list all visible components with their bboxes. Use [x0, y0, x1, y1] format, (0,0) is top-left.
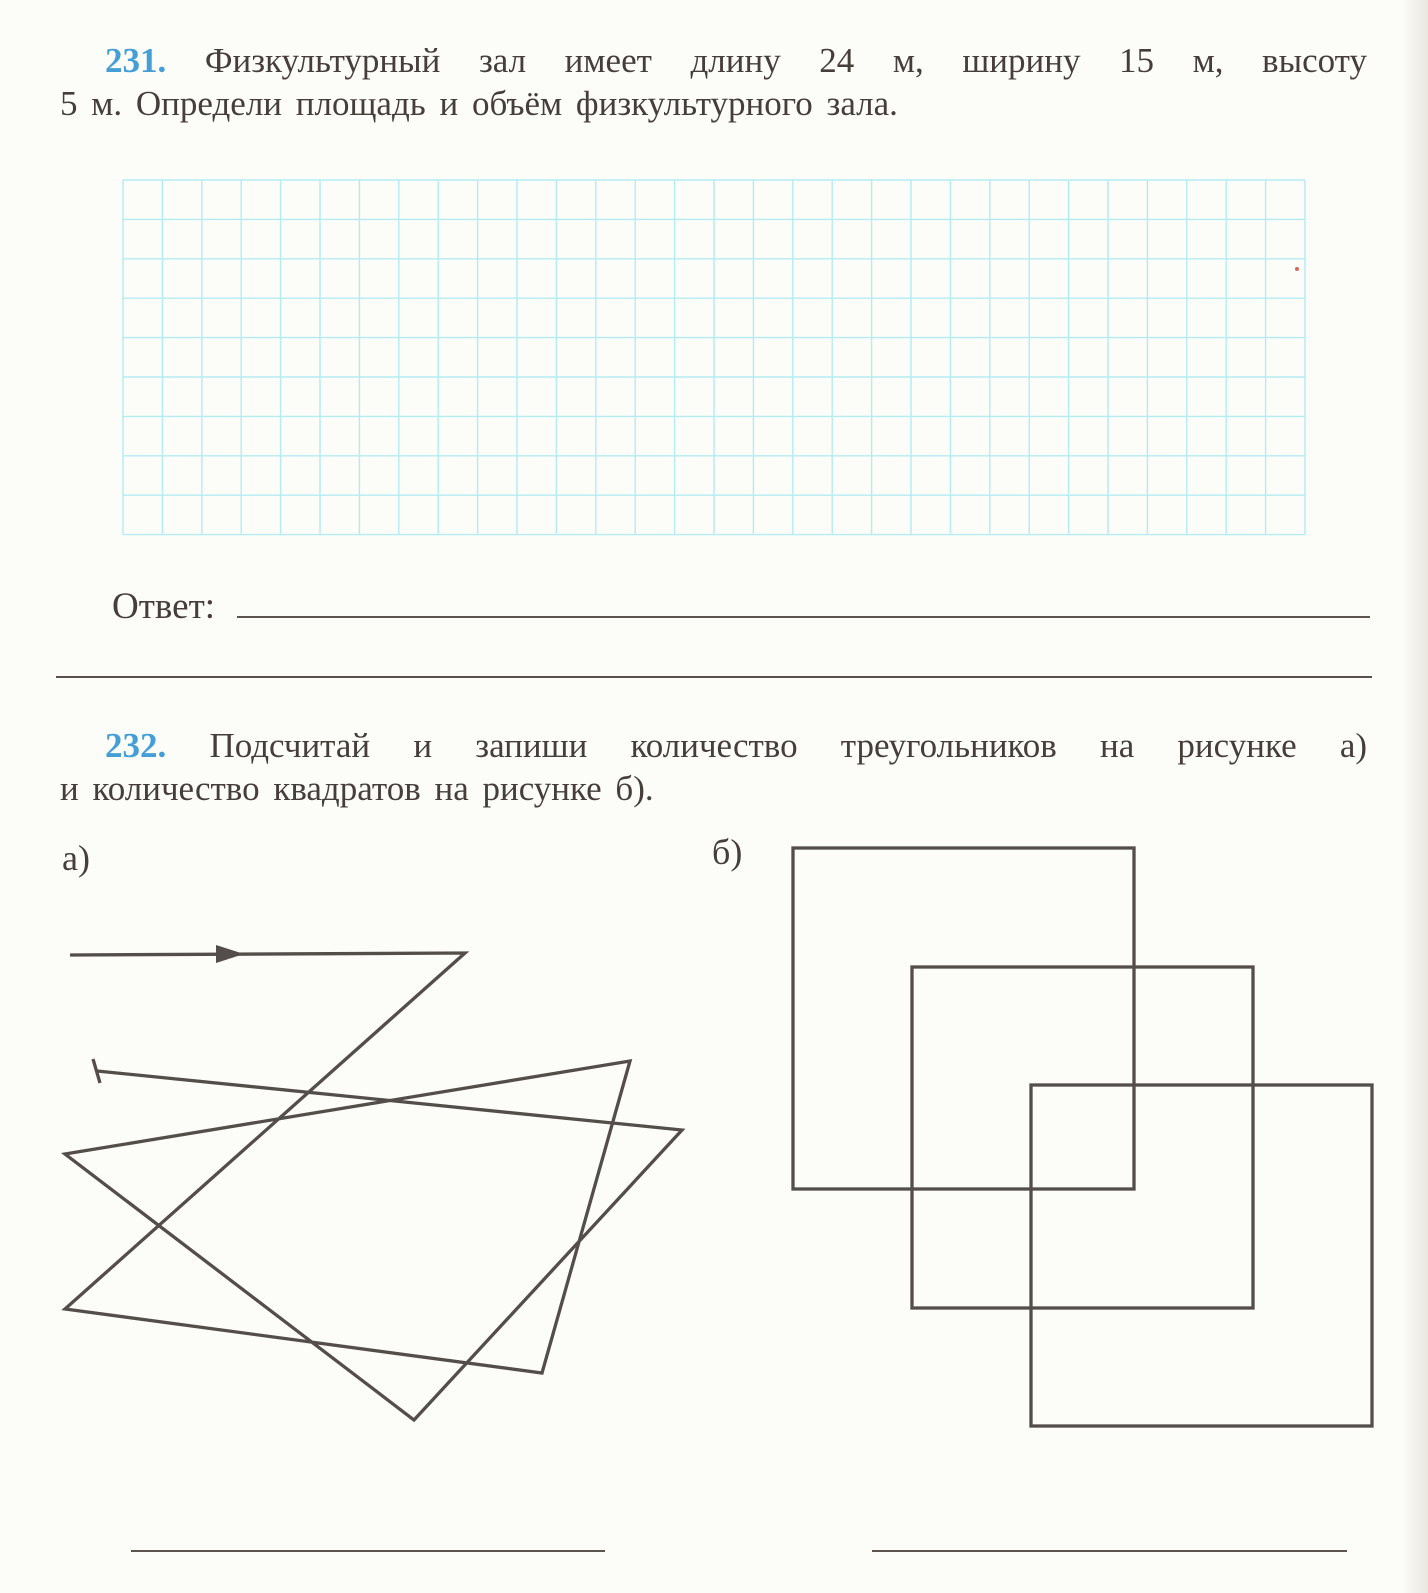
task-231-line2: 5 м. Определи площадь и объём физкультурного зала.: [60, 84, 898, 123]
answer-blank-line-figure-a: [131, 1550, 605, 1552]
answer-blank-line-figure-b: [872, 1550, 1347, 1552]
square-1: [793, 848, 1134, 1189]
square-3: [1031, 1085, 1372, 1426]
square-2: [912, 967, 1253, 1308]
task-232-number: 232.: [105, 726, 167, 765]
figure-a-triangles-drawing: [65, 945, 682, 1420]
scan-artifact-dot: [1295, 267, 1299, 271]
grid-paper: [123, 180, 1305, 535]
figure-a-label: а): [62, 838, 90, 878]
task-231-text1: Физкультурный зал имеет длину 24 м, ширину 15 м, высоту: [204, 41, 1368, 80]
arrowhead-icon: [216, 945, 244, 963]
figure-b-squares-drawing: [793, 848, 1372, 1426]
task-231-number: 231.: [105, 41, 167, 80]
task-232-line2: и количество квадратов на рисунке б).: [60, 769, 654, 808]
answer-label: Ответ:: [112, 586, 216, 627]
task-232-text1: Подсчитай и запиши количество треугольников на рисунке а): [209, 726, 1368, 765]
figure-b-label: б): [712, 832, 743, 872]
